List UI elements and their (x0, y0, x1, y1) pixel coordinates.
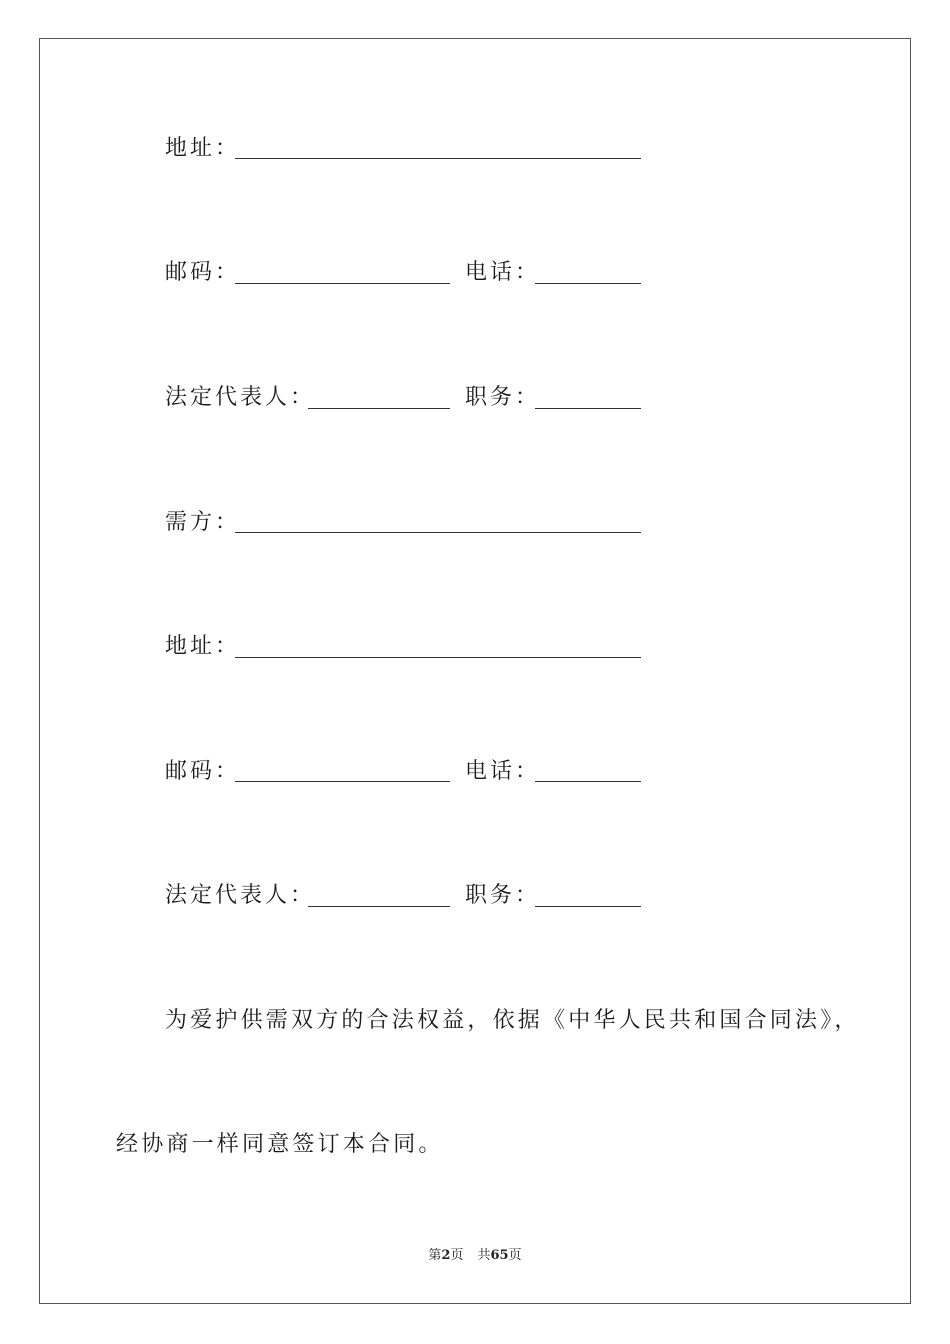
footer-total-suffix: 页 (508, 1248, 522, 1263)
footer-total-prefix: 共 (477, 1248, 491, 1263)
supplier-rep-label: 法定代表人： (165, 385, 316, 410)
paragraph-line-1: 为爱护供需双方的合法权益，依据《中华人民共和国合同法》， (165, 1008, 860, 1033)
page-frame (39, 38, 911, 1304)
supplier-position-blank[interactable] (535, 408, 641, 409)
footer-total-pages: 65 (490, 1248, 509, 1263)
buyer-address-blank[interactable] (235, 657, 641, 658)
paragraph-line-2: 经协商一样同意签订本合同。 (116, 1132, 444, 1157)
buyer-phone-blank[interactable] (535, 781, 641, 782)
buyer-phone-label: 电话： (465, 759, 541, 784)
footer-page-suffix: 页 (450, 1248, 464, 1263)
supplier-position-label: 职务： (465, 385, 541, 410)
supplier-phone-blank[interactable] (535, 283, 641, 284)
supplier-postcode-blank[interactable] (235, 283, 450, 284)
supplier-address-blank[interactable] (235, 158, 641, 159)
buyer-position-label: 职务： (465, 883, 541, 908)
buyer-position-blank[interactable] (535, 906, 641, 907)
buyer-label: 需方： (165, 510, 241, 535)
supplier-phone-label: 电话： (465, 260, 541, 285)
footer-prefix: 第 (428, 1248, 442, 1263)
buyer-rep-blank[interactable] (308, 906, 450, 907)
supplier-rep-blank[interactable] (308, 408, 450, 409)
supplier-postcode-label: 邮码： (165, 260, 241, 285)
buyer-address-label: 地址： (165, 634, 241, 659)
buyer-name-blank[interactable] (235, 532, 641, 533)
supplier-address-label: 地址： (165, 136, 241, 161)
buyer-postcode-blank[interactable] (235, 781, 450, 782)
footer-page-number: 2 (441, 1248, 451, 1263)
buyer-postcode-label: 邮码： (165, 759, 241, 784)
buyer-rep-label: 法定代表人： (165, 883, 316, 908)
page-footer (0, 1247, 950, 1265)
